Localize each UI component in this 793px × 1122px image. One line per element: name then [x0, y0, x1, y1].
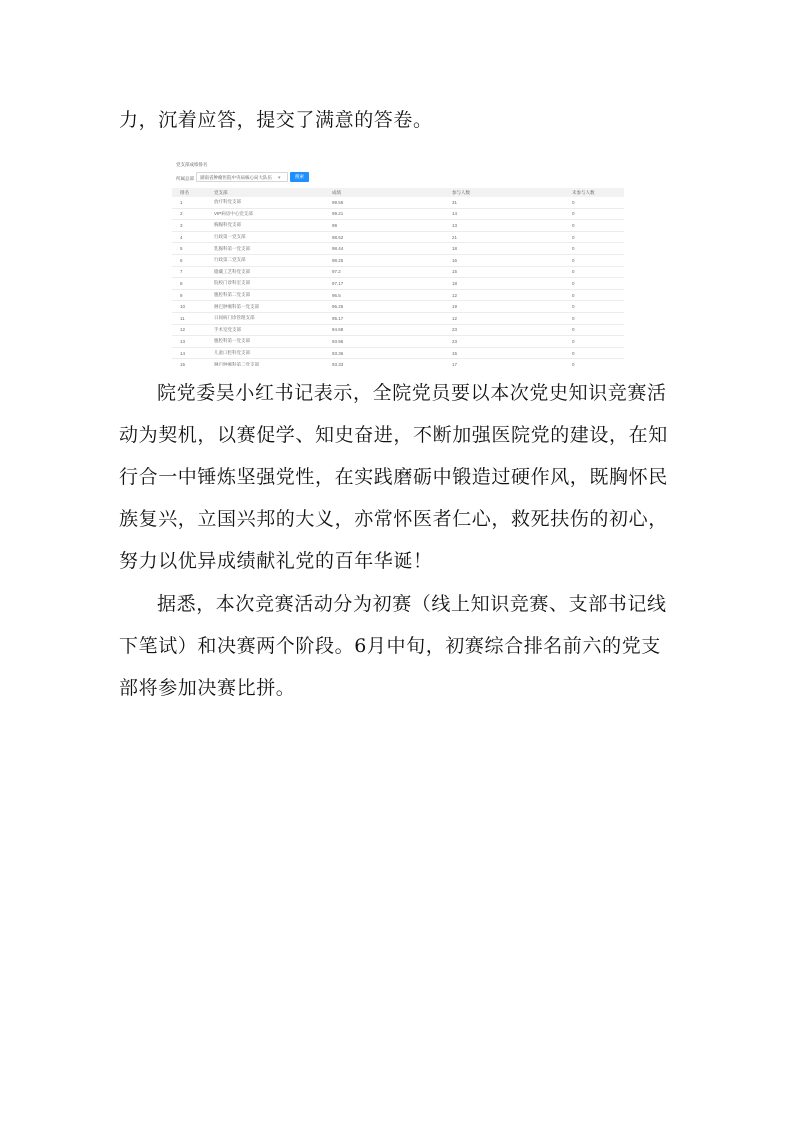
table-row: [172, 312, 624, 324]
cell-non-participants: 0: [564, 301, 624, 313]
cell-score: 96.25: [324, 301, 444, 313]
header-branch: 党支部: [206, 188, 324, 197]
cell-rank: 7: [172, 266, 206, 278]
cell-branch: 放疗科党支部: [206, 197, 324, 208]
cell-branch: 乳腺科第一党支部: [206, 243, 324, 255]
cell-branch: 手术室党支部: [206, 324, 324, 336]
cell-participants: 12: [444, 289, 564, 301]
header-participants: 参与人数: [444, 188, 564, 197]
cell-participants: 13: [444, 220, 564, 232]
cell-participants: 21: [444, 231, 564, 243]
cell-branch: 胸腺科党支部: [206, 220, 324, 232]
cell-rank: 10: [172, 301, 206, 313]
cell-score: 96.5: [324, 289, 444, 301]
cell-participants: 23: [444, 324, 564, 336]
cell-rank: 6: [172, 254, 206, 266]
cell-non-participants: 0: [564, 278, 624, 290]
header-non-participants: 未参与人数: [564, 188, 624, 197]
cell-branch: 行政第二党支部: [206, 254, 324, 266]
cell-participants: 15: [444, 266, 564, 278]
cell-score: 99.21: [324, 208, 444, 220]
cell-participants: 23: [444, 336, 564, 348]
cell-non-participants: 0: [564, 208, 624, 220]
table-row: [172, 278, 624, 290]
cell-score: 97.17: [324, 278, 444, 290]
cell-non-participants: 0: [564, 243, 624, 255]
cell-non-participants: 0: [564, 324, 624, 336]
header-score: 成绩: [324, 188, 444, 197]
cell-participants: 18: [444, 278, 564, 290]
cell-non-participants: 0: [564, 254, 624, 266]
cell-score: 97.2: [324, 266, 444, 278]
table-row: [172, 324, 624, 336]
cell-rank: 1: [172, 197, 206, 208]
cell-non-participants: 0: [564, 336, 624, 348]
cell-participants: 31: [444, 197, 564, 208]
paragraph-info: 据悉，本次竞赛活动分为初赛（线上知识竞赛、支部书记线下笔试）和决赛两个阶段。6月中旬，初赛综合排名前六的党支部将参加决赛比拼。: [119, 593, 667, 699]
cell-branch: 储藏工艺科党支部: [206, 266, 324, 278]
cell-rank: 2: [172, 208, 206, 220]
table-row: [172, 254, 624, 266]
cell-participants: 19: [444, 301, 564, 313]
paragraph-statement: 院党委吴小红书记表示，全院党员要以本次党史知识竞赛活动为契机，以赛促学、知史奋进，不断加强医院党的建设，在知行合一中锤炼坚强党性，在实践磨砺中锻造过硬作风，既胸怀民族复兴，立国兴邦的大义，亦常怀医者仁心，救死扶伤的初心，努力以优异成绩献礼党的百年华诞！: [119, 382, 668, 572]
cell-non-participants: 0: [564, 359, 624, 366]
cell-rank: 9: [172, 289, 206, 301]
cell-score: 93.33: [324, 359, 444, 366]
table-row: [172, 220, 624, 232]
cell-score: 98.25: [324, 254, 444, 266]
cell-non-participants: 0: [564, 347, 624, 359]
table-row: [172, 301, 624, 313]
cell-branch: 腹腔科第二党支部: [206, 289, 324, 301]
cell-non-participants: 0: [564, 312, 624, 324]
cell-rank: 5: [172, 243, 206, 255]
table-row: [172, 243, 624, 255]
cell-participants: 12: [444, 312, 564, 324]
cell-branch: 日间病门诊管理支部: [206, 312, 324, 324]
cell-score: 94.68: [324, 324, 444, 336]
cell-rank: 11: [172, 312, 206, 324]
cell-branch: 行政第一党支部: [206, 231, 324, 243]
cell-branch: 腹腔科第一党支部: [206, 336, 324, 348]
filter-select: 湖南省肿瘤医院中央局核心局大队伍: [196, 172, 288, 182]
cell-rank: 4: [172, 231, 206, 243]
cell-non-participants: 0: [564, 220, 624, 232]
table-row: [172, 197, 624, 208]
chevron-down-icon: ▾: [278, 175, 281, 181]
cell-rank: 15: [172, 359, 206, 366]
cell-score: 98.44: [324, 243, 444, 255]
cell-score: 93.36: [324, 347, 444, 359]
cell-non-participants: 0: [564, 197, 624, 208]
screenshot-title: 党支部成绩排名: [176, 162, 208, 167]
table-row: [172, 347, 624, 359]
paragraph-continuation: 力，沉着应答，提交了满意的答卷。: [119, 109, 433, 131]
table-header-row: [172, 188, 624, 197]
table-row: [172, 359, 624, 366]
cell-score: 98.52: [324, 231, 444, 243]
cell-rank: 13: [172, 336, 206, 348]
cell-branch: 淋巴肿瘤科第二党支部: [206, 359, 324, 366]
cell-non-participants: 0: [564, 266, 624, 278]
cell-score: 93.96: [324, 336, 444, 348]
cell-score: 99: [324, 220, 444, 232]
cell-participants: 14: [444, 208, 564, 220]
header-rank: 排名: [172, 188, 206, 197]
cell-non-participants: 0: [564, 289, 624, 301]
cell-non-participants: 0: [564, 231, 624, 243]
embedded-screenshot: [172, 160, 624, 366]
filter-label: 所属总部: [176, 176, 194, 181]
cell-branch: 儿童口腔科党支部: [206, 347, 324, 359]
cell-score: 99.55: [324, 197, 444, 208]
cell-score: 95.17: [324, 312, 444, 324]
cell-branch: 淋巴肿瘤科第一党支部: [206, 301, 324, 313]
cell-branch: VIP病房中心党支部: [206, 208, 324, 220]
ranking-table: [172, 188, 624, 366]
cell-rank: 8: [172, 278, 206, 290]
table-row: [172, 208, 624, 220]
cell-participants: 17: [444, 359, 564, 366]
table-row: [172, 289, 624, 301]
cell-rank: 14: [172, 347, 206, 359]
table-row: [172, 336, 624, 348]
table-row: [172, 266, 624, 278]
cell-rank: 12: [172, 324, 206, 336]
cell-branch: 院校门诊科室支部: [206, 278, 324, 290]
table-row: [172, 231, 624, 243]
cell-participants: 15: [444, 347, 564, 359]
cell-participants: 16: [444, 254, 564, 266]
cell-rank: 3: [172, 220, 206, 232]
cell-participants: 18: [444, 243, 564, 255]
search-button: 搜索: [290, 172, 309, 182]
